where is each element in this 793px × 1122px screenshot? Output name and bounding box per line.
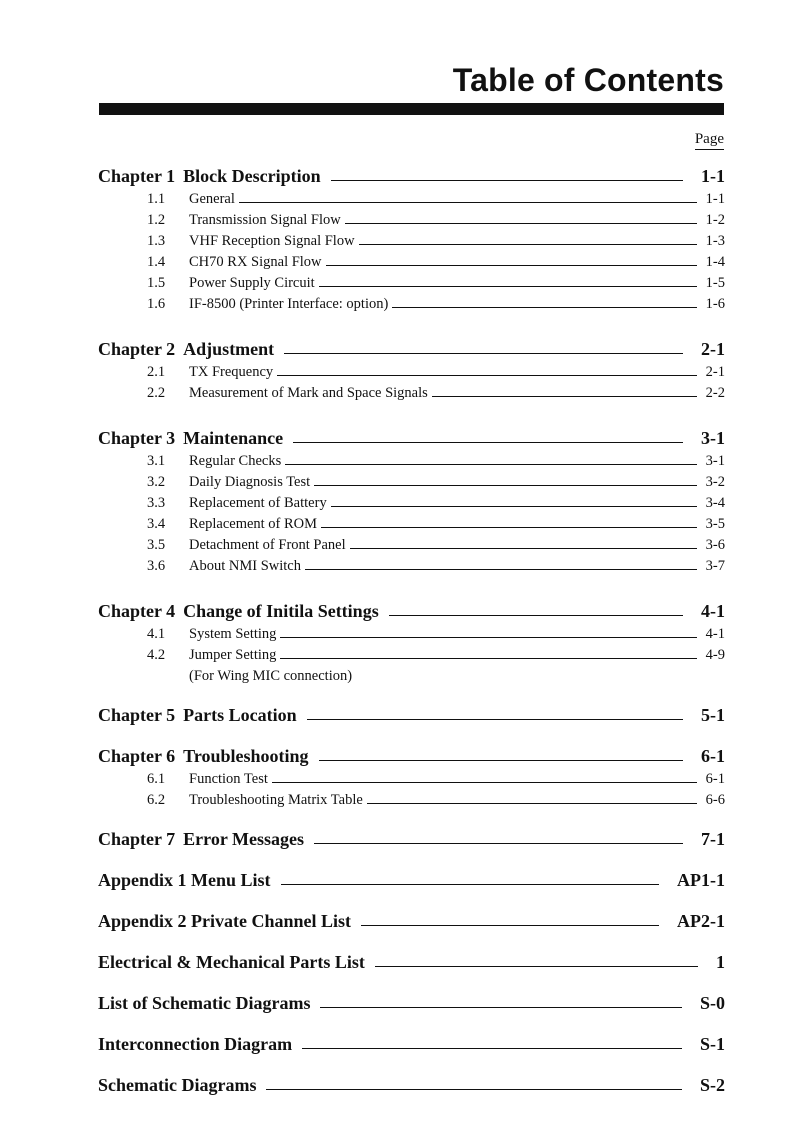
leader-line — [331, 180, 683, 181]
toc-list — [98, 160, 725, 1110]
chapter-entry[interactable] — [98, 160, 725, 187]
chapter-page: 6-1 — [701, 746, 725, 766]
toc-chapter-7 — [98, 823, 725, 850]
chapter-title: Change of Initila Settings — [183, 601, 379, 621]
section-number: 1.1 — [147, 191, 166, 207]
section-entry[interactable] — [98, 381, 725, 402]
chapter-entry[interactable] — [98, 823, 725, 850]
appendix-page: S-2 — [699, 1075, 725, 1095]
leader-line — [375, 966, 698, 967]
appendix-entry[interactable] — [98, 1069, 725, 1096]
section-title: Jumper Setting — [189, 647, 277, 663]
section-number: 3.6 — [147, 558, 166, 574]
chapter-entry[interactable] — [98, 595, 725, 622]
appendix-entry[interactable] — [98, 987, 725, 1014]
chapter-prefix: Chapter 6 — [98, 746, 176, 766]
section-number: 3.3 — [147, 495, 166, 511]
section-title: System Setting — [189, 626, 277, 642]
leader-line — [272, 782, 697, 783]
section-title: IF-8500 (Printer Interface: option) — [189, 296, 389, 312]
toc-chapter-3 — [98, 422, 725, 575]
section-title: Transmission Signal Flow — [189, 212, 341, 228]
toc-schematics — [98, 1069, 725, 1096]
leader-line — [284, 353, 683, 354]
leader-line — [319, 760, 683, 761]
section-number: 3.5 — [147, 537, 166, 553]
appendix-title: List of Schematic Diagrams — [98, 993, 311, 1013]
section-page: 1-4 — [705, 254, 725, 270]
leader-line — [361, 925, 659, 926]
section-number: 4.2 — [147, 647, 166, 663]
section-page: 1-1 — [705, 191, 725, 207]
leader-line — [266, 1089, 682, 1090]
page-title: Table of Contents — [452, 62, 724, 98]
chapter-entry[interactable] — [98, 740, 725, 767]
appendix-entry[interactable] — [98, 946, 725, 973]
appendix-entry[interactable] — [98, 905, 725, 932]
appendix-entry[interactable] — [98, 1028, 725, 1055]
page-column-heading: Page — [695, 131, 724, 150]
section-page: 4-1 — [705, 626, 725, 642]
chapter-page: 2-1 — [701, 339, 725, 359]
section-number: 1.4 — [147, 254, 166, 270]
appendix-title: Interconnection Diagram — [98, 1034, 293, 1054]
section-note — [98, 664, 725, 685]
section-page: 6-1 — [705, 771, 725, 787]
section-entry[interactable] — [98, 208, 725, 229]
section-title: Detachment of Front Panel — [189, 537, 346, 553]
leader-line — [293, 442, 683, 443]
chapter-title: Maintenance — [183, 428, 284, 448]
section-page: 3-5 — [705, 516, 725, 532]
section-number: 3.2 — [147, 474, 166, 490]
section-entry[interactable] — [98, 643, 725, 664]
section-page: 6-6 — [705, 792, 725, 808]
section-title: Daily Diagnosis Test — [189, 474, 311, 490]
section-number: 1.2 — [147, 212, 166, 228]
section-page: 3-7 — [705, 558, 725, 574]
section-title: Power Supply Circuit — [189, 275, 315, 291]
leader-line — [321, 527, 697, 528]
section-entry[interactable] — [98, 491, 725, 512]
leader-line — [432, 396, 697, 397]
toc-chapter-1 — [98, 160, 725, 313]
leader-line — [314, 485, 697, 486]
section-entry[interactable] — [98, 767, 725, 788]
leader-line — [314, 843, 683, 844]
leader-line — [345, 223, 697, 224]
chapter-prefix: Chapter 3 — [98, 428, 176, 448]
appendix-page: S-1 — [699, 1034, 725, 1054]
toc-chapter-5 — [98, 699, 725, 726]
section-page: 4-9 — [705, 647, 725, 663]
section-page: 2-2 — [705, 385, 725, 401]
section-title: Measurement of Mark and Space Signals — [189, 385, 428, 401]
appendix-page: S-0 — [699, 993, 725, 1013]
section-entry[interactable] — [98, 512, 725, 533]
chapter-title: Troubleshooting — [183, 746, 309, 766]
section-entry[interactable] — [98, 187, 725, 208]
section-page: 1-6 — [705, 296, 725, 312]
chapter-title: Parts Location — [183, 705, 297, 725]
section-page: 3-4 — [705, 495, 725, 511]
section-title: About NMI Switch — [189, 558, 301, 574]
leader-line — [331, 506, 697, 507]
appendix-title: Electrical & Mechanical Parts List — [98, 952, 365, 972]
chapter-title: Error Messages — [183, 829, 304, 849]
chapter-prefix: Chapter 1 — [98, 166, 176, 186]
chapter-page: 5-1 — [701, 705, 725, 725]
section-entry[interactable] — [98, 788, 725, 809]
leader-line — [302, 1048, 682, 1049]
section-entry[interactable] — [98, 250, 725, 271]
chapter-prefix: Chapter 4 — [98, 601, 176, 621]
section-page: 3-6 — [705, 537, 725, 553]
chapter-page: 1-1 — [701, 166, 725, 186]
chapter-title: Block Description — [183, 166, 321, 186]
section-title: Troubleshooting Matrix Table — [189, 792, 363, 808]
section-page: 2-1 — [705, 364, 725, 380]
chapter-prefix: Chapter 5 — [98, 705, 176, 725]
section-title: Replacement of Battery — [189, 495, 327, 511]
section-title: Regular Checks — [189, 453, 282, 469]
section-entry[interactable] — [98, 554, 725, 575]
leader-line — [307, 719, 683, 720]
section-number: 1.6 — [147, 296, 166, 312]
section-page: 1-5 — [705, 275, 725, 291]
chapter-entry[interactable] — [98, 333, 725, 360]
chapter-page: 3-1 — [701, 428, 725, 448]
chapter-page: 4-1 — [701, 601, 725, 621]
section-page: 3-2 — [705, 474, 725, 490]
section-entry[interactable] — [98, 360, 725, 381]
title-rule — [99, 103, 724, 115]
section-number: 6.2 — [147, 792, 166, 808]
appendix-page: AP2-1 — [677, 911, 725, 931]
appendix-entry[interactable] — [98, 864, 725, 891]
section-title: TX Frequency — [189, 364, 274, 380]
leader-line — [280, 637, 696, 638]
leader-line — [277, 375, 697, 376]
toc-chapter-6 — [98, 740, 725, 809]
section-number: 2.1 — [147, 364, 166, 380]
section-number: 1.5 — [147, 275, 166, 291]
section-number: 6.1 — [147, 771, 166, 787]
leader-line — [239, 202, 697, 203]
chapter-title: Adjustment — [183, 339, 275, 359]
section-entry[interactable] — [98, 470, 725, 491]
section-title: Replacement of ROM — [189, 516, 318, 532]
section-number: 1.3 — [147, 233, 166, 249]
section-page: 1-3 — [705, 233, 725, 249]
chapter-entry[interactable] — [98, 699, 725, 726]
chapter-prefix: Chapter 7 — [98, 829, 176, 849]
leader-line — [359, 244, 697, 245]
section-number: 2.2 — [147, 385, 166, 401]
section-page: 1-2 — [705, 212, 725, 228]
appendix-title: Appendix 2 Private Channel List — [98, 911, 352, 931]
section-entry[interactable] — [98, 449, 725, 470]
leader-line — [281, 884, 659, 885]
section-number: 3.1 — [147, 453, 166, 469]
leader-line — [280, 658, 696, 659]
section-entry[interactable] — [98, 271, 725, 292]
toc-appendix-2 — [98, 905, 725, 932]
section-number: 4.1 — [147, 626, 166, 642]
section-number: 3.4 — [147, 516, 166, 532]
section-title: Function Test — [189, 771, 268, 787]
section-entry[interactable] — [98, 229, 725, 250]
toc-appendix-1 — [98, 864, 725, 891]
chapter-page: 7-1 — [701, 829, 725, 849]
section-note-text: (For Wing MIC connection) — [189, 668, 353, 684]
leader-line — [392, 307, 696, 308]
leader-line — [367, 803, 697, 804]
leader-line — [319, 286, 697, 287]
chapter-prefix: Chapter 2 — [98, 339, 176, 359]
section-entry[interactable] — [98, 533, 725, 554]
section-title: CH70 RX Signal Flow — [189, 254, 322, 270]
toc-schematic-list — [98, 987, 725, 1014]
appendix-title: Schematic Diagrams — [98, 1075, 257, 1095]
leader-line — [305, 569, 697, 570]
toc-parts-list — [98, 946, 725, 973]
leader-line — [320, 1007, 682, 1008]
section-entry[interactable] — [98, 292, 725, 313]
leader-line — [285, 464, 696, 465]
toc-interconnection — [98, 1028, 725, 1055]
leader-line — [350, 548, 697, 549]
section-entry[interactable] — [98, 622, 725, 643]
leader-line — [326, 265, 697, 266]
appendix-page: AP1-1 — [677, 870, 725, 890]
appendix-title: Appendix 1 Menu List — [98, 870, 271, 890]
chapter-entry[interactable] — [98, 422, 725, 449]
appendix-page: 1 — [716, 952, 725, 972]
section-title: General — [189, 191, 235, 207]
leader-line — [389, 615, 683, 616]
section-title: VHF Reception Signal Flow — [189, 233, 355, 249]
section-page: 3-1 — [705, 453, 725, 469]
toc-chapter-2 — [98, 333, 725, 402]
toc-chapter-4 — [98, 595, 725, 685]
